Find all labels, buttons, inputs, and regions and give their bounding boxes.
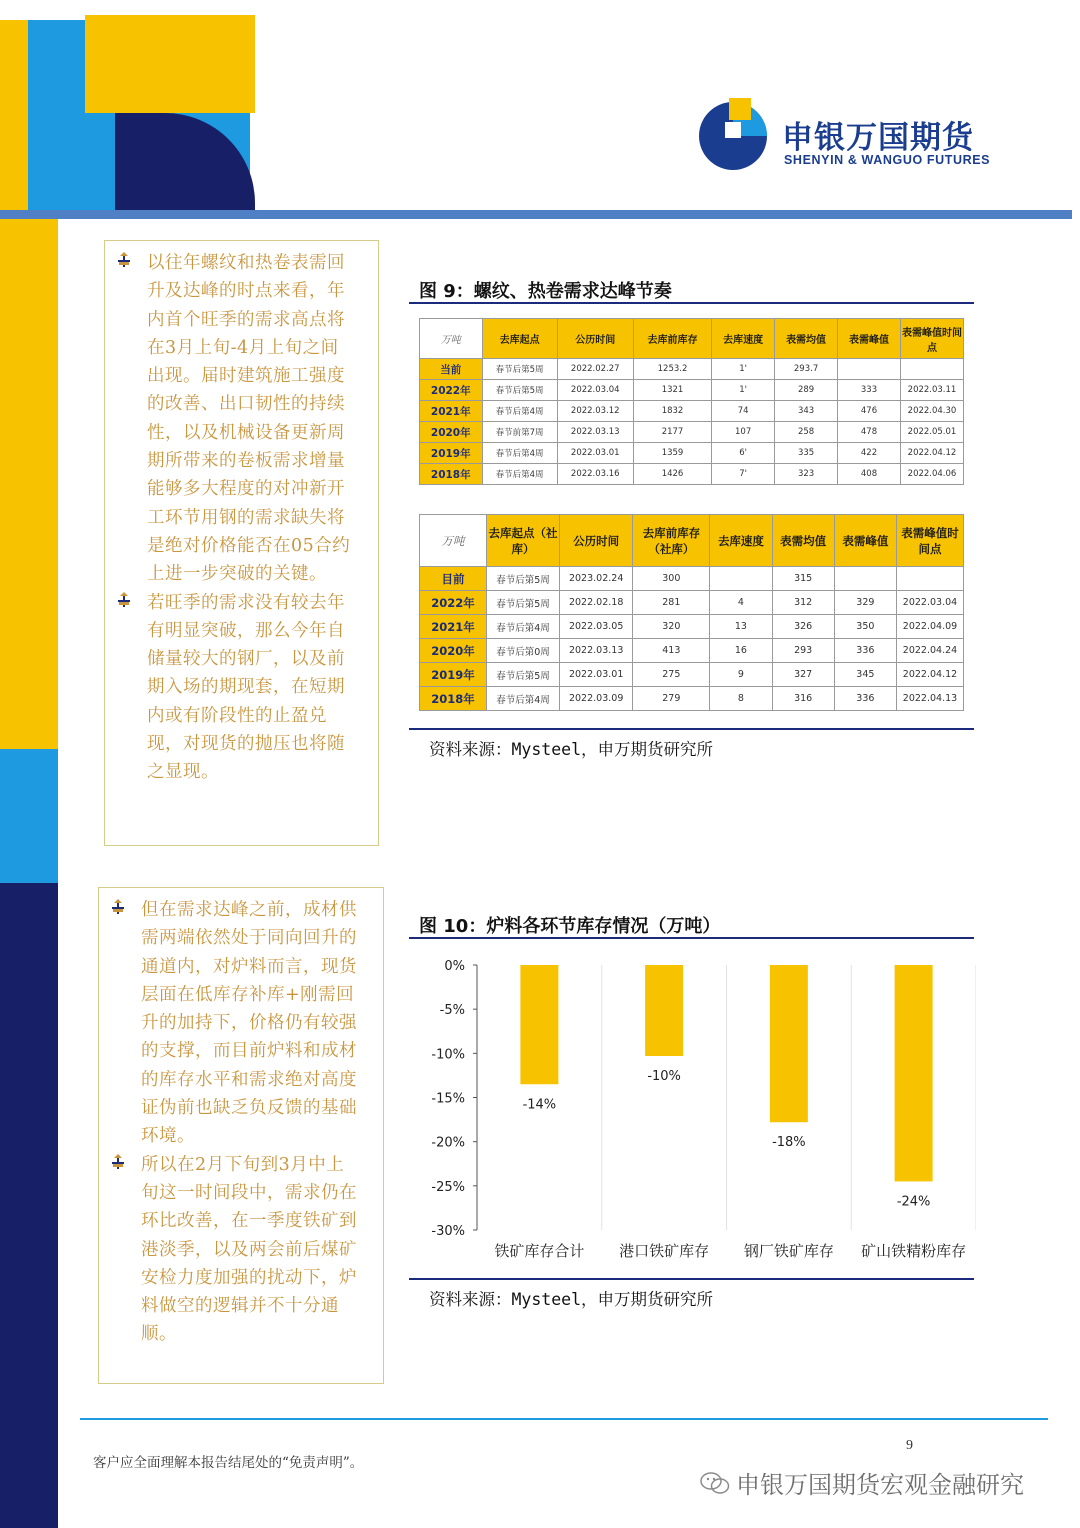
table-cell: 327	[772, 663, 834, 687]
table-cell: 2022.04.24	[897, 639, 964, 663]
footer-disclaimer: 客户应全面理解本报告结尾处的“免责声明”。	[93, 1455, 364, 1471]
table-cell: 2023.02.24	[560, 567, 633, 591]
table-cell: 春节后第4周	[487, 687, 560, 711]
table-cell: 408	[838, 464, 901, 485]
table-cell: 2022.04.12	[897, 663, 964, 687]
chart-x-tick-label: 矿山铁精粉库存	[861, 1242, 967, 1260]
chart-y-tick-label: -10%	[431, 1047, 465, 1063]
chart-y-tick-label: -5%	[439, 1003, 465, 1019]
table-row	[420, 422, 964, 443]
logo-english-name: SHENYIN & WANGUO FUTURES	[784, 153, 991, 167]
table-cell: 289	[775, 380, 838, 401]
table-row-label: 2019年	[420, 443, 483, 464]
bullet-text: 若旺季的需求没有较去年有明显突破，那么今年自储量较大的钢厂，以及前期入场的期现套，在短期内或有阶段性的止盈兑现，对现货的抛压也将随之显现。	[147, 592, 345, 783]
bullet-arrow-icon	[117, 249, 147, 277]
table-header-cell: 表需峰值时间点	[901, 319, 964, 359]
table-cell: 2022.04.12	[901, 443, 964, 464]
table-row-label: 2019年	[420, 663, 487, 687]
chart-y-tick-label: 0%	[444, 959, 465, 974]
table-cell: 1832	[633, 401, 711, 422]
header-decoration-yellow-strip	[0, 20, 28, 210]
chart-data-label: -14%	[522, 1097, 557, 1113]
table-header-cell: 去库前库存（社库）	[633, 515, 710, 567]
table-cell: 2177	[633, 422, 711, 443]
figure-10-source: 资料来源：Mysteel，申万期货研究所	[429, 1290, 714, 1309]
table-cell: 275	[633, 663, 710, 687]
table-cell: 2022.03.05	[560, 615, 633, 639]
table-cell: 2022.03.13	[557, 422, 633, 443]
table-cell: 2022.03.04	[557, 380, 633, 401]
inventory-change-bar-chart	[409, 950, 976, 1270]
table-cell: 300	[633, 567, 710, 591]
table-header-cell: 表需峰值时间点	[897, 515, 964, 567]
table-cell: 9	[710, 663, 772, 687]
table-row-label: 当前	[420, 359, 483, 380]
table-cell: 326	[772, 615, 834, 639]
table-cell: 2022.03.01	[557, 443, 633, 464]
logo-chinese-name: 申银万国期货	[782, 120, 974, 156]
side-band-yellow	[0, 219, 58, 749]
chart-y-tick-label: -30%	[431, 1224, 465, 1239]
table-header-cell: 表需均值	[772, 515, 834, 567]
chart-bar	[520, 965, 558, 1084]
table-row	[420, 359, 964, 380]
table-cell: 74	[712, 401, 775, 422]
chart-bar	[895, 965, 933, 1181]
table-row	[420, 687, 964, 711]
bullet-text: 以往年螺纹和热卷表需回升及达峰的时点来看，年内首个旺季的需求高点将在3月上旬-4月上旬之间出现。届时建筑施工强度的改善、出口韧性的持续性，以及机械设备更新周期所带来的卷板需求增量能够多大程度的对冲新开工环节用钢的需求缺失将是绝对价格能否在05合约上进一步突破的关键。	[147, 253, 351, 585]
table-cell: 1'	[712, 359, 775, 380]
table-cell: 2022.04.06	[901, 464, 964, 485]
table-cell: 2022.04.30	[901, 401, 964, 422]
table-cell: 春节后第5周	[487, 567, 560, 591]
table-header-cell: 表需峰值	[838, 319, 901, 359]
bullet-arrow-icon	[111, 1151, 141, 1179]
table-header-cell: 去库起点	[482, 319, 557, 359]
table-cell: 2022.04.09	[897, 615, 964, 639]
table-row	[420, 615, 964, 639]
table-cell: 320	[633, 615, 710, 639]
table-cell: 2022.03.04	[897, 591, 964, 615]
bullet-text: 所以在2月下旬到3月中上旬这一时间段中，需求仍在环比改善，在一季度铁矿到港淡季，以及两会前后煤矿安检力度加强的扰动下，炉料做空的逻辑并不十分通顺。	[141, 1154, 357, 1345]
table-cell: 335	[775, 443, 838, 464]
watermark-text: 申银万国期货宏观金融研究	[736, 1471, 1024, 1499]
table-header-cell: 去库速度	[712, 319, 775, 359]
table-cell: 2022.03.11	[901, 380, 964, 401]
table-cell	[710, 567, 772, 591]
table-header-cell: 去库速度	[710, 515, 772, 567]
demand-peak-table-hotcoil	[419, 514, 964, 711]
table-cell: 343	[775, 401, 838, 422]
bullet-item	[117, 249, 370, 589]
table-cell: 2022.04.13	[897, 687, 964, 711]
table-cell: 春节后第5周	[487, 591, 560, 615]
figure-10-title: 图 10：炉料各环节库存情况（万吨）	[419, 916, 721, 937]
bullet-item	[111, 1151, 375, 1349]
chart-y-tick-label: -25%	[431, 1179, 465, 1195]
table-cell: 1321	[633, 380, 711, 401]
table-cell: 2022.02.27	[557, 359, 633, 380]
table-cell: 413	[633, 639, 710, 663]
table-cell	[838, 359, 901, 380]
bullet-item	[117, 589, 370, 787]
table-cell: 春节后第5周	[482, 359, 557, 380]
chart-bar	[770, 965, 808, 1122]
table-cell: 2022.05.01	[901, 422, 964, 443]
chart-y-tick-label: -20%	[431, 1135, 465, 1151]
table-cell: 春节后第4周	[482, 401, 557, 422]
table-cell: 258	[775, 422, 838, 443]
table-cell: 7'	[712, 464, 775, 485]
table-row	[420, 464, 964, 485]
table-row-label: 2018年	[420, 464, 483, 485]
table-cell: 293.7	[775, 359, 838, 380]
header-divider	[0, 210, 1072, 219]
table-cell: 2022.03.13	[560, 639, 633, 663]
demand-peak-table-rebar	[419, 318, 964, 485]
bullet-text: 但在需求达峰之前，成材供需两端依然处于同向回升的通道内，对炉料而言，现货层面在低库存补库+刚需回升的加持下，价格仍有较强的支撑，而目前炉料和成材的库存水平和需求绝对高度证伪前也缺乏负反馈的基础环境。	[141, 900, 357, 1147]
table-cell: 476	[838, 401, 901, 422]
table-cell: 春节后第0周	[487, 639, 560, 663]
table-row	[420, 401, 964, 422]
table-cell	[901, 359, 964, 380]
table-cell: 13	[710, 615, 772, 639]
table-cell: 336	[834, 687, 896, 711]
table-cell: 4	[710, 591, 772, 615]
table-row	[420, 591, 964, 615]
chart-data-label: -10%	[647, 1068, 681, 1084]
table-row-label: 2021年	[420, 615, 487, 639]
page-number: 9	[906, 1438, 913, 1453]
table-cell: 350	[834, 615, 896, 639]
table-row	[420, 567, 964, 591]
table-cell: 329	[834, 591, 896, 615]
table-row	[420, 380, 964, 401]
table-cell: 2022.03.09	[560, 687, 633, 711]
figure-9-bottom-rule	[409, 728, 974, 730]
table-header-cell: 万吨	[420, 515, 487, 567]
table-cell: 478	[838, 422, 901, 443]
table-row-label: 2020年	[420, 639, 487, 663]
chart-x-tick-label: 港口铁矿库存	[619, 1242, 710, 1260]
chart-y-tick-label: -15%	[431, 1091, 465, 1107]
table-cell: 春节后第5周	[482, 380, 557, 401]
table-cell: 8	[710, 687, 772, 711]
table-cell: 316	[772, 687, 834, 711]
bullet-arrow-icon	[111, 896, 141, 924]
table-header-cell: 去库起点（社库）	[487, 515, 560, 567]
figure-9-source: 资料来源：Mysteel，申万期货研究所	[429, 740, 714, 759]
chart-data-label: -18%	[772, 1135, 806, 1151]
table-header-cell: 表需均值	[775, 319, 838, 359]
analysis-textbox-2	[98, 887, 384, 1384]
table-cell: 336	[834, 639, 896, 663]
table-header-cell: 万吨	[420, 319, 483, 359]
footer-divider	[80, 1418, 1048, 1420]
table-cell: 333	[838, 380, 901, 401]
table-cell: 107	[712, 422, 775, 443]
table-cell: 2022.03.01	[560, 663, 633, 687]
table-header-cell: 公历时间	[557, 319, 633, 359]
table-cell: 279	[633, 687, 710, 711]
side-band-blue	[0, 749, 58, 883]
table-cell: 16	[710, 639, 772, 663]
table-cell: 春节后第4周	[482, 464, 557, 485]
table-row	[420, 663, 964, 687]
figure-9-title-rule	[409, 302, 974, 304]
analysis-textbox-1	[104, 240, 379, 846]
table-cell: 315	[772, 567, 834, 591]
figure-9-title: 图 9：螺纹、热卷需求达峰节奏	[419, 281, 672, 302]
table-row-label: 2022年	[420, 591, 487, 615]
bullet-item	[111, 896, 375, 1151]
table-cell: 6'	[712, 443, 775, 464]
chart-bar	[645, 965, 683, 1056]
table-row-label: 2018年	[420, 687, 487, 711]
chart-x-tick-label: 钢厂铁矿库存	[743, 1242, 834, 1260]
table-row-label: 2021年	[420, 401, 483, 422]
table-row-label: 2022年	[420, 380, 483, 401]
table-cell: 312	[772, 591, 834, 615]
side-band-navy	[0, 883, 58, 1528]
chart-data-label: -24%	[896, 1194, 931, 1210]
table-cell: 323	[775, 464, 838, 485]
table-cell: 春节后第4周	[487, 615, 560, 639]
table-cell: 281	[633, 591, 710, 615]
table-cell: 1359	[633, 443, 711, 464]
chart-x-tick-label: 铁矿库存合计	[494, 1242, 585, 1260]
table-cell: 1426	[633, 464, 711, 485]
table-cell: 春节后第5周	[487, 663, 560, 687]
table-cell: 春节前第7周	[482, 422, 557, 443]
table-header-cell: 去库前库存	[633, 319, 711, 359]
table-cell: 2022.02.18	[560, 591, 633, 615]
bullet-arrow-icon	[117, 589, 147, 617]
table-cell: 345	[834, 663, 896, 687]
figure-10-bottom-rule	[409, 1278, 974, 1280]
table-cell: 422	[838, 443, 901, 464]
table-cell: 2022.03.12	[557, 401, 633, 422]
table-cell	[897, 567, 964, 591]
table-cell	[834, 567, 896, 591]
watermark	[700, 1465, 1024, 1500]
table-row	[420, 639, 964, 663]
table-cell: 2022.03.16	[557, 464, 633, 485]
wechat-icon	[700, 1470, 730, 1496]
table-header-cell: 表需峰值	[834, 515, 896, 567]
table-cell: 293	[772, 639, 834, 663]
table-row	[420, 443, 964, 464]
table-cell: 1'	[712, 380, 775, 401]
figure-10-title-rule	[409, 937, 974, 939]
table-row-label: 目前	[420, 567, 487, 591]
table-cell: 1253.2	[633, 359, 711, 380]
table-header-cell: 公历时间	[560, 515, 633, 567]
table-row-label: 2020年	[420, 422, 483, 443]
header-decoration-yellow	[85, 15, 255, 113]
company-logo-icon	[697, 96, 773, 172]
table-cell: 春节后第4周	[482, 443, 557, 464]
